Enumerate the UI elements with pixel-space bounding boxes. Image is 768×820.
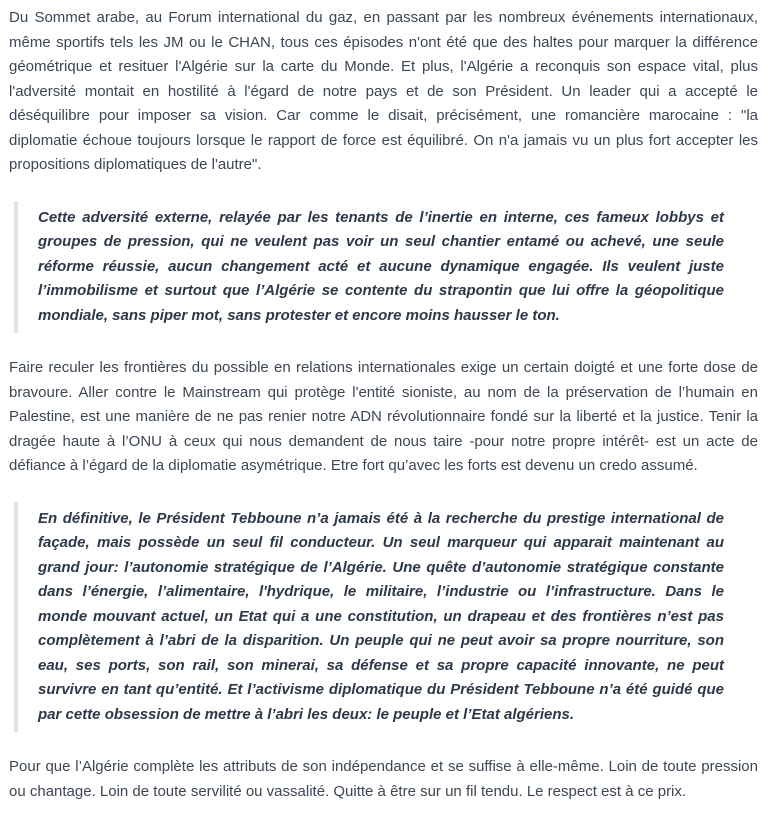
- article-paragraph-1: Du Sommet arabe, au Forum international du gaz, en passant par les nombreux événements internationaux, même sportifs tels les JM ou le CHAN, tous ces épisodes n'ont été que des haltes pour marquer la différence géométrique et resituer l'Algérie sur la carte du Monde. Et plus, l'Algérie a reconquis son espace vital, plus l'adversité montait en hostilité à l'égard de notre pays et de son Président. Un leader qui a accepté le déséquilibre pour imposer sa vision. Car comme le disait, précisément, une romancière marocaine : "la diplomatie échoue toujours lorsque le rapport de force est équilibré. On n'a jamais vu un plus fort accepter les propositions diplomatiques de l'autre".: [9, 9, 758, 173]
- pull-quote-2: En définitive, le Président Tebboune n’a jamais été à la recherche du prestige international de façade, mais possède un seul fil conducteur. Un seul marqueur qui apparait maintenant au grand jour: l’autonomie stratégique de l’Algérie. Une quête d’autonomie stratégique constante dans l’énergie, l’alimentaire, l'hydrique, le militaire, l’industrie ou l’infrastructure. Dans le monde mouvant actuel, un Etat qui a une constitution, un drapeau et des frontières n’est pas complètement à l’abri de la disparition. Un peuple qui ne peut avoir sa propre nourriture, son eau, ses ports, son rail, son minerai, sa défense et sa propre capacité innovante, ne peut survivre en tant qu’entité. Et l’activisme diplomatique du Président Tebboune n’a été guidé que par cette obsession de mettre à l’abri les deux: le peuple et l’Etat algériens.: [14, 502, 758, 733]
- article-paragraph-2: Faire reculer les frontières du possible en relations internationales exige un certain doigté et une forte dose de bravoure. Aller contre le Mainstream qui protège l'entité sioniste, au nom de la préservation de l’humain en Palestine, est une manière de ne pas renier notre ADN révolutionnaire fondé sur la liberté et la justice. Tenir la dragée haute à l’ONU à ceux qui nous demandent de nous taire -pour notre propre intérêt- est un acte de défiance à l’égard de la diplomatie asymétrique. Etre fort qu’avec les forts est devenu un credo assumé.: [9, 359, 758, 474]
- article-body: [9, 6, 758, 804]
- article-paragraph-3: Pour que l’Algérie complète les attributs de son indépendance et se suffise à elle-même. Loin de toute pression ou chantage. Loin de toute servilité ou vassalité. Quitte à être sur un fil tendu. Le respect est à ce prix.: [9, 758, 758, 800]
- pull-quote-1: Cette adversité externe, relayée par les tenants de l’inertie en interne, ces fameux lobbys et groupes de pression, qui ne veulent pas voir un seul chantier entamé ou achevé, une seule réforme réussie, aucun changement acté et aucune dynamique engagée. Ils veulent juste l’immobilisme et surtout que l’Algérie se contente du strapontin que lui offre la géopolitique mondiale, sans piper mot, sans protester et encore moins hausser le ton.: [14, 201, 758, 334]
